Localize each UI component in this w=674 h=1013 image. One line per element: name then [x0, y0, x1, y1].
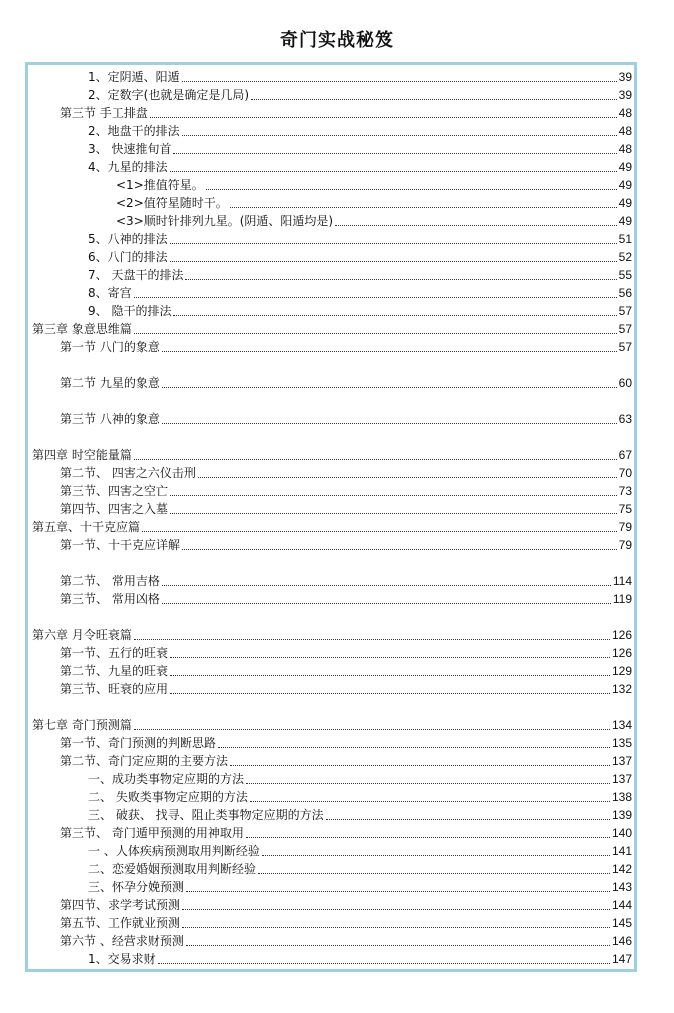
toc-leader-dots: [186, 944, 610, 946]
toc-leader-dots: [182, 926, 610, 928]
toc-entry-label: 3、 快速推旬首: [88, 142, 172, 156]
toc-entry-page-number: 63: [618, 412, 632, 426]
toc-entry[interactable]: [28, 590, 634, 608]
toc-entry-label: 第三节、旺衰的应用: [60, 682, 169, 696]
toc-entry-page-number: 67: [618, 448, 632, 462]
toc-entry-page-number: 138: [611, 790, 632, 804]
toc-entry-label: 4、九星的排法: [88, 160, 168, 174]
toc-leader-dots: [162, 584, 611, 586]
toc-entry-page-number: 49: [618, 196, 632, 210]
toc-entry-label: 二、恋爱婚姻预测取用判断经验: [88, 862, 257, 876]
toc-spacer: [28, 698, 634, 716]
toc-entry[interactable]: [28, 464, 634, 482]
toc-entry-page-number: 70: [618, 466, 632, 480]
toc-leader-dots: [162, 386, 617, 388]
toc-entry-page-number: 146: [611, 934, 632, 948]
toc-entry-page-number: 48: [618, 124, 632, 138]
toc-entry-page-number: 49: [618, 178, 632, 192]
toc-entry-page-number: 52: [618, 250, 632, 264]
toc-entry[interactable]: [28, 500, 634, 518]
toc-leader-dots: [170, 674, 610, 676]
toc-entry-label: 第二节、九星的旺衰: [60, 664, 169, 678]
toc-entry-page-number: 126: [611, 628, 632, 642]
toc-entry-page-number: 73: [618, 484, 632, 498]
toc-entry[interactable]: [28, 950, 634, 968]
toc-entry-label: 第三节 手工排盘: [60, 106, 148, 120]
toc-entry[interactable]: [28, 176, 634, 194]
toc-entry-page-number: 137: [611, 772, 632, 786]
toc-entry-page-number: 141: [611, 844, 632, 858]
toc-leader-dots: [251, 98, 617, 100]
toc-entry[interactable]: [28, 860, 634, 878]
toc-entry[interactable]: [28, 140, 634, 158]
toc-entry-label: 6、八门的排法: [88, 250, 168, 264]
toc-entry[interactable]: [28, 158, 634, 176]
toc-entry[interactable]: [28, 770, 634, 788]
toc-entry[interactable]: [28, 878, 634, 896]
toc-entry-label: <1>推值符星。: [116, 178, 204, 192]
toc-entry-page-number: 137: [611, 754, 632, 768]
toc-entry-label: 9、 隐干的排法: [88, 304, 172, 318]
toc-leader-dots: [182, 134, 617, 136]
toc-entry[interactable]: [28, 716, 634, 734]
toc-leader-dots: [230, 764, 610, 766]
toc-leader-dots: [170, 170, 617, 172]
toc-leader-dots: [170, 494, 617, 496]
toc-entry-label: 第二节、奇门定应期的主要方法: [60, 754, 229, 768]
toc-entry-page-number: 145: [611, 916, 632, 930]
toc-leader-dots: [326, 818, 610, 820]
toc-entry[interactable]: [28, 788, 634, 806]
toc-leader-dots: [162, 350, 617, 352]
toc-entry[interactable]: [28, 248, 634, 266]
toc-leader-dots: [170, 242, 617, 244]
toc-entry[interactable]: [28, 446, 634, 464]
toc-leader-dots: [182, 80, 617, 82]
toc-leader-dots: [185, 278, 616, 280]
toc-entry-label: 第四节、四害之入墓: [60, 502, 169, 516]
toc-entry[interactable]: [28, 338, 634, 356]
toc-entry[interactable]: [28, 122, 634, 140]
toc-entry-label: 第二节 九星的象意: [60, 376, 160, 390]
toc-entry[interactable]: [28, 284, 634, 302]
toc-entry-page-number: 48: [618, 142, 632, 156]
toc-leader-dots: [198, 476, 617, 478]
toc-entry-page-number: 114: [612, 574, 632, 588]
toc-leader-dots: [182, 548, 617, 550]
toc-leader-dots: [142, 530, 617, 532]
toc-entry-page-number: 79: [618, 538, 632, 552]
toc-entry-label: 5、八神的排法: [88, 232, 168, 246]
toc-entry[interactable]: [28, 644, 634, 662]
toc-entry-label: 第二节、 四害之六仪击刑: [60, 466, 196, 480]
toc-entry-label: 第七章 奇门预测篇: [32, 718, 132, 732]
toc-entry-label: 1、交易求财: [88, 952, 156, 966]
toc-entry[interactable]: [28, 680, 634, 698]
toc-entry-label: 8、寄宫: [88, 286, 132, 300]
toc-entry-label: 三、怀孕分娩预测: [88, 880, 185, 894]
toc-entry-label: 7、 天盘干的排法: [88, 268, 184, 282]
toc-entry-page-number: 51: [618, 232, 632, 246]
toc-entry[interactable]: [28, 230, 634, 248]
toc-leader-dots: [335, 224, 617, 226]
toc-entry[interactable]: [28, 410, 634, 428]
toc-leader-dots: [250, 800, 610, 802]
toc-entry[interactable]: [28, 662, 634, 680]
toc-entry-page-number: 57: [618, 304, 632, 318]
toc-entry[interactable]: [28, 266, 634, 284]
toc-entry[interactable]: [28, 896, 634, 914]
toc-leader-dots: [246, 836, 610, 838]
toc-leader-dots: [134, 458, 617, 460]
toc-entry-page-number: 56: [618, 286, 632, 300]
toc-entry[interactable]: [28, 86, 634, 104]
toc-leader-dots: [218, 746, 610, 748]
toc-leader-dots: [206, 188, 617, 190]
toc-entry-page-number: 144: [611, 898, 632, 912]
toc-entry[interactable]: [28, 536, 634, 554]
toc-leader-dots: [134, 296, 617, 298]
toc-entry-label: 三、 破获、 找寻、阻止类事物定应期的方法: [88, 808, 324, 822]
toc-entry[interactable]: [28, 482, 634, 500]
toc-entry-label: 第三节、 常用凶格: [60, 592, 160, 606]
toc-leader-dots: [134, 728, 610, 730]
toc-entry-page-number: 49: [618, 160, 632, 174]
toc-leader-dots: [182, 908, 610, 910]
toc-entry[interactable]: [28, 626, 634, 644]
toc-entry-label: 2、地盘干的排法: [88, 124, 180, 138]
toc-leader-dots: [134, 332, 617, 334]
toc-entry-page-number: 55: [618, 268, 632, 282]
toc-spacer: [28, 392, 634, 410]
toc-spacer: [28, 554, 634, 572]
toc-entry[interactable]: [28, 932, 634, 950]
toc-entry[interactable]: [28, 806, 634, 824]
toc-entry-page-number: 39: [618, 70, 632, 84]
toc-entry-page-number: 134: [611, 718, 632, 732]
toc-entry-page-number: 75: [618, 502, 632, 516]
toc-leader-dots: [186, 890, 610, 892]
toc-leader-dots: [170, 656, 610, 658]
toc-entry[interactable]: [28, 752, 634, 770]
toc-entry-label: 第二节、 常用吉格: [60, 574, 160, 588]
toc-leader-dots: [262, 854, 610, 856]
toc-entry[interactable]: [28, 374, 634, 392]
toc-entry-label: 1、定阴遁、阳遁: [88, 70, 180, 84]
toc-entry-page-number: 119: [612, 592, 632, 606]
toc-entry[interactable]: [28, 320, 634, 338]
toc-entry-label: 第一节、十干克应详解: [60, 538, 181, 552]
toc-entry-label: 第一节 八门的象意: [60, 340, 160, 354]
toc-leader-dots: [170, 692, 610, 694]
toc-entry-label: 第五节、工作就业预测: [60, 916, 181, 930]
toc-entry[interactable]: [28, 104, 634, 122]
toc-spacer: [28, 356, 634, 374]
toc-entry-label: 一 、人体疾病预测取用判断经验: [88, 844, 260, 858]
toc-entry-page-number: 57: [618, 340, 632, 354]
toc-entry-page-number: 129: [611, 664, 632, 678]
toc-entry-label: 第三节、四害之空亡: [60, 484, 169, 498]
toc-entry-label: 二、 失败类事物定应期的方法: [88, 790, 248, 804]
toc-entry[interactable]: [28, 824, 634, 842]
toc-entry-label: 一、成功类事物定应期的方法: [88, 772, 245, 786]
toc-entry-page-number: 140: [611, 826, 632, 840]
toc-entry[interactable]: [28, 194, 634, 212]
toc-entry[interactable]: [28, 842, 634, 860]
table-of-contents: [28, 68, 634, 968]
toc-entry[interactable]: [28, 914, 634, 932]
toc-spacer: [28, 608, 634, 626]
toc-entry-label: 第四节、求学考试预测: [60, 898, 181, 912]
toc-entry-label: 第一节、奇门预测的判断思路: [60, 736, 217, 750]
toc-entry-page-number: 49: [618, 214, 632, 228]
toc-spacer: [28, 428, 634, 446]
toc-entry-label: 第三节 八神的象意: [60, 412, 160, 426]
toc-entry[interactable]: [28, 212, 634, 230]
toc-entry-page-number: 60: [618, 376, 632, 390]
toc-entry-page-number: 139: [611, 808, 632, 822]
toc-entry[interactable]: [28, 302, 634, 320]
toc-entry-page-number: 135: [611, 736, 632, 750]
toc-entry-label: <2>值符星随时干。: [116, 196, 228, 210]
toc-entry[interactable]: [28, 68, 634, 86]
toc-leader-dots: [230, 206, 617, 208]
toc-entry-label: 第六章 月令旺衰篇: [32, 628, 132, 642]
toc-entry-page-number: 142: [611, 862, 632, 876]
toc-entry-page-number: 79: [618, 520, 632, 534]
toc-frame: [25, 62, 637, 972]
toc-entry-page-number: 39: [618, 88, 632, 102]
toc-entry[interactable]: [28, 572, 634, 590]
toc-leader-dots: [246, 782, 610, 784]
toc-leader-dots: [170, 260, 617, 262]
toc-leader-dots: [258, 872, 610, 874]
toc-entry-label: 第三章 象意思维篇: [32, 322, 132, 336]
toc-leader-dots: [162, 422, 617, 424]
toc-entry-page-number: 143: [611, 880, 632, 894]
toc-leader-dots: [162, 602, 611, 604]
toc-entry[interactable]: [28, 734, 634, 752]
toc-leader-dots: [134, 638, 610, 640]
toc-entry-page-number: 57: [618, 322, 632, 336]
toc-entry[interactable]: [28, 518, 634, 536]
toc-entry-label: <3>顺时针排列九星。(阴遁、阳遁均是): [116, 214, 334, 228]
toc-entry-page-number: 48: [618, 106, 632, 120]
toc-leader-dots: [158, 962, 610, 964]
toc-entry-page-number: 132: [611, 682, 632, 696]
toc-leader-dots: [150, 116, 617, 118]
toc-entry-label: 第六节 、经营求财预测: [60, 934, 184, 948]
toc-leader-dots: [173, 314, 616, 316]
page-title: 奇门实战秘笈: [280, 30, 394, 51]
toc-entry-page-number: 126: [611, 646, 632, 660]
toc-entry-page-number: 147: [611, 952, 632, 966]
toc-leader-dots: [170, 512, 617, 514]
toc-entry-label: 第五章、十干克应篇: [32, 520, 141, 534]
toc-entry-label: 第一节、五行的旺衰: [60, 646, 169, 660]
toc-leader-dots: [173, 152, 616, 154]
toc-entry-label: 第三节、 奇门遁甲预测的用神取用: [60, 826, 244, 840]
toc-entry-label: 第四章 时空能量篇: [32, 448, 132, 462]
toc-entry-label: 2、定数字(也就是确定是几局): [88, 88, 249, 102]
